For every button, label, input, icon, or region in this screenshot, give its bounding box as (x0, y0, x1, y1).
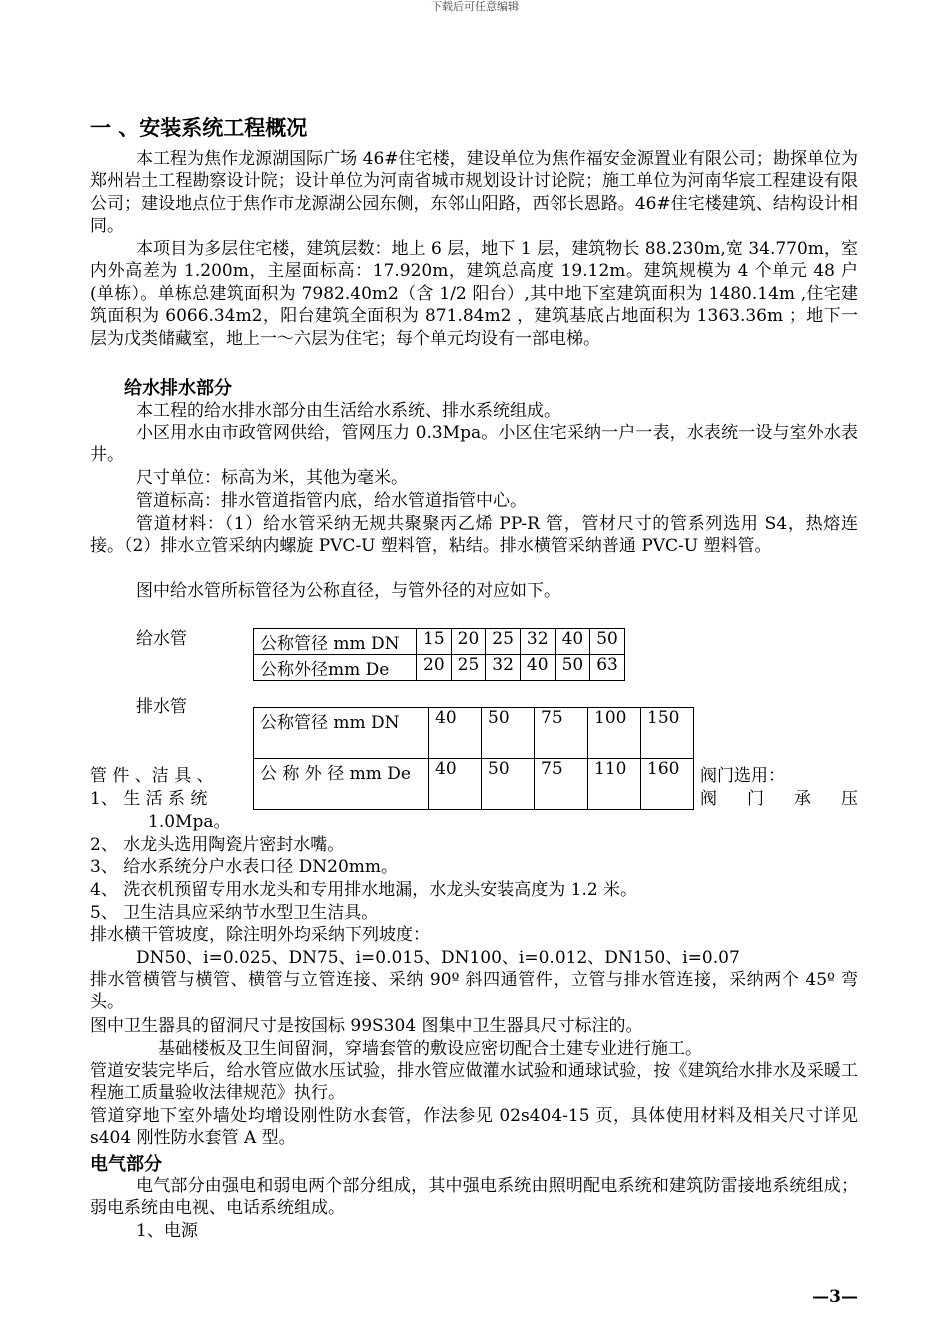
table-cell: 50 (482, 759, 535, 810)
water-paragraph-5: 管道材料：（1）给水管采纳无规共聚聚丙乙烯 PP-R 管，管材尺寸的管系列选用 S4，热熔连接。（2）排水立管采纳内螺旋 PVC-U 塑料管，粘结。排水横管采纳普通 PVC-U 塑料管。 (90, 514, 858, 557)
electric-paragraph-2: 1、电源 (136, 1221, 198, 1241)
slope-values: DN50、i=0.025、DN75、i=0.015、DN100、i=0.012、DN150、i=0.07 (136, 948, 740, 968)
water-paragraph-11: 管道穿地下室外墙处均增设刚性防水套管，作法参见 02s404-15 页，具体使用材料及相关尺寸详见 s404 刚性防水套管 A 型。 (90, 1106, 858, 1149)
table-cell: 50 (482, 708, 535, 759)
table-cell: 25 (451, 655, 486, 681)
table-row (254, 655, 625, 681)
table-cell: 32 (486, 655, 521, 681)
water-paragraph-2: 小区用水由市政管网供给，管网压力 0.3Mpa。小区住宅采纳一户一表，水表统一设与室外水表井。 (90, 423, 858, 466)
table-row (254, 759, 694, 810)
intro-paragraph-1: 本工程为焦作龙源湖国际广场 46#住宅楼，建设单位为焦作福安金源置业有限公司；勘探单位为郑州岩土工程勘察设计院；设计单位为河南省城市规划设计讨论院；施工单位为河南华宸工程建设有限公司；建设地点位于焦作市龙源湖公园东侧，东邻山阳路，西邻长恩路。46#住宅楼建筑、结构设计相同。 (90, 149, 858, 237)
drain-pipe-table (253, 707, 694, 810)
table-cell: 50 (555, 655, 590, 681)
table-cell: 32 (520, 629, 555, 655)
table-cell: 75 (535, 708, 588, 759)
water-paragraph-8: 图中卫生器具的留洞尺寸是按国标 99S304 图集中卫生器具尺寸标注的。 (90, 1016, 643, 1036)
water-paragraph-10: 管道安装完毕后，给水管应做水压试验，排水管应做灌水试验和通球试验，按《建筑给水排水及采暖工程施工质量验收法律规范》执行。 (90, 1061, 858, 1104)
list-item: 3、 给水系统分户水表口径 DN20mm。 (90, 857, 398, 877)
table-cell: 15 (417, 629, 452, 655)
table-cell: 20 (451, 629, 486, 655)
water-paragraph-7: 排水管横管与横管、横管与立管连接、采纳 90º 斜四通管件，立管与排水管连接，采纳两个 45º 弯头。 (90, 970, 858, 1013)
section-title: 一 、安装系统工程概况 (90, 116, 308, 140)
water-heading: 给水排水部分 (124, 378, 232, 399)
intro-paragraph-2: 本项目为多层住宅楼，建筑层数：地上 6 层，地下 1 层，建筑物长 88.230m,宽 34.770m，室内外高差为 1.200m，主屋面标高：17.920m，建筑总高度 19.12m。建筑规模为 4 个单元 48 户(单栋）。单栋总建筑面积为 7982.40m2（含 1/2 阳台）,其中地下室建筑面积为 1480.14m ,住宅建筑面积为 6066.34m2，阳台建筑全面积为 871.84m2 ，建筑基底占地面积为 1363.36m ；地下一层为戊类储藏室，地上一～六层为住宅；每个单元均设有一部电梯。 (90, 239, 858, 349)
electric-heading: 电气部分 (90, 1154, 162, 1175)
table-cell: 63 (590, 655, 625, 681)
table-cell: 110 (588, 759, 641, 810)
list-item: 4、 洗衣机预留专用水龙头和专用排水地漏，水龙头安装高度为 1.2 米。 (90, 880, 638, 900)
water-paragraph-6: 图中给水管所标管径为公称直径，与管外径的对应如下。 (136, 581, 561, 601)
table-cell: 150 (641, 708, 694, 759)
fittings-label: 管 件 、洁 具 、 (90, 766, 214, 786)
table-row (254, 708, 694, 759)
page-header: 下载后可任意编辑 (431, 0, 519, 13)
table-cell: 20 (417, 655, 452, 681)
table-cell: 160 (641, 759, 694, 810)
list-item: 2、 水龙头选用陶瓷片密封水嘴。 (90, 835, 345, 855)
table-row (254, 629, 625, 655)
supply-pipe-label: 给水管 (136, 629, 187, 649)
table-cell: 公 称 外 径 mm De (254, 759, 429, 810)
table-cell: 75 (535, 759, 588, 810)
electric-paragraph-1: 电气部分由强电和弱电两个部分组成，其中强电系统由照明配电系统和建筑防雷接地系统组成；弱电系统由电视、电话系统组成。 (90, 1176, 858, 1219)
table-cell: 40 (429, 759, 482, 810)
water-paragraph-1: 本工程的给水排水部分由生活给水系统、排水系统组成。 (136, 401, 561, 421)
table-cell: 公称管径 mm DN (254, 708, 429, 759)
water-paragraph-4: 管道标高：排水管道指管内底，给水管道指管中心。 (136, 491, 527, 511)
water-paragraph-3: 尺寸单位：标高为米，其他为毫米。 (136, 468, 408, 488)
water-paragraph-9: 基础楼板及卫生间留洞，穿墙套管的敷设应密切配合土建专业进行施工。 (158, 1039, 702, 1059)
drain-pipe-label: 排水管 (136, 697, 187, 717)
list-item: 阀 门 承 压 (700, 789, 858, 809)
table-cell: 40 (520, 655, 555, 681)
list-item: 5、 卫生洁具应采纳节水型卫生洁具。 (90, 903, 379, 923)
list-item: 1.0Mpa。 (148, 812, 231, 832)
supply-pipe-table (253, 628, 625, 681)
list-item: 1、 生 活 系 统 (90, 789, 208, 809)
valve-label: 阀门选用： (700, 766, 785, 786)
page-number: —3— (812, 1287, 858, 1307)
slope-title: 排水横干管坡度，除注明外均采纳下列坡度： (90, 925, 430, 945)
table-cell: 100 (588, 708, 641, 759)
table-cell: 40 (429, 708, 482, 759)
table-cell: 50 (590, 629, 625, 655)
table-cell: 40 (555, 629, 590, 655)
table-cell: 25 (486, 629, 521, 655)
table-cell: 公称管径 mm DN (254, 629, 417, 655)
table-cell: 公称外径mm De (254, 655, 417, 681)
